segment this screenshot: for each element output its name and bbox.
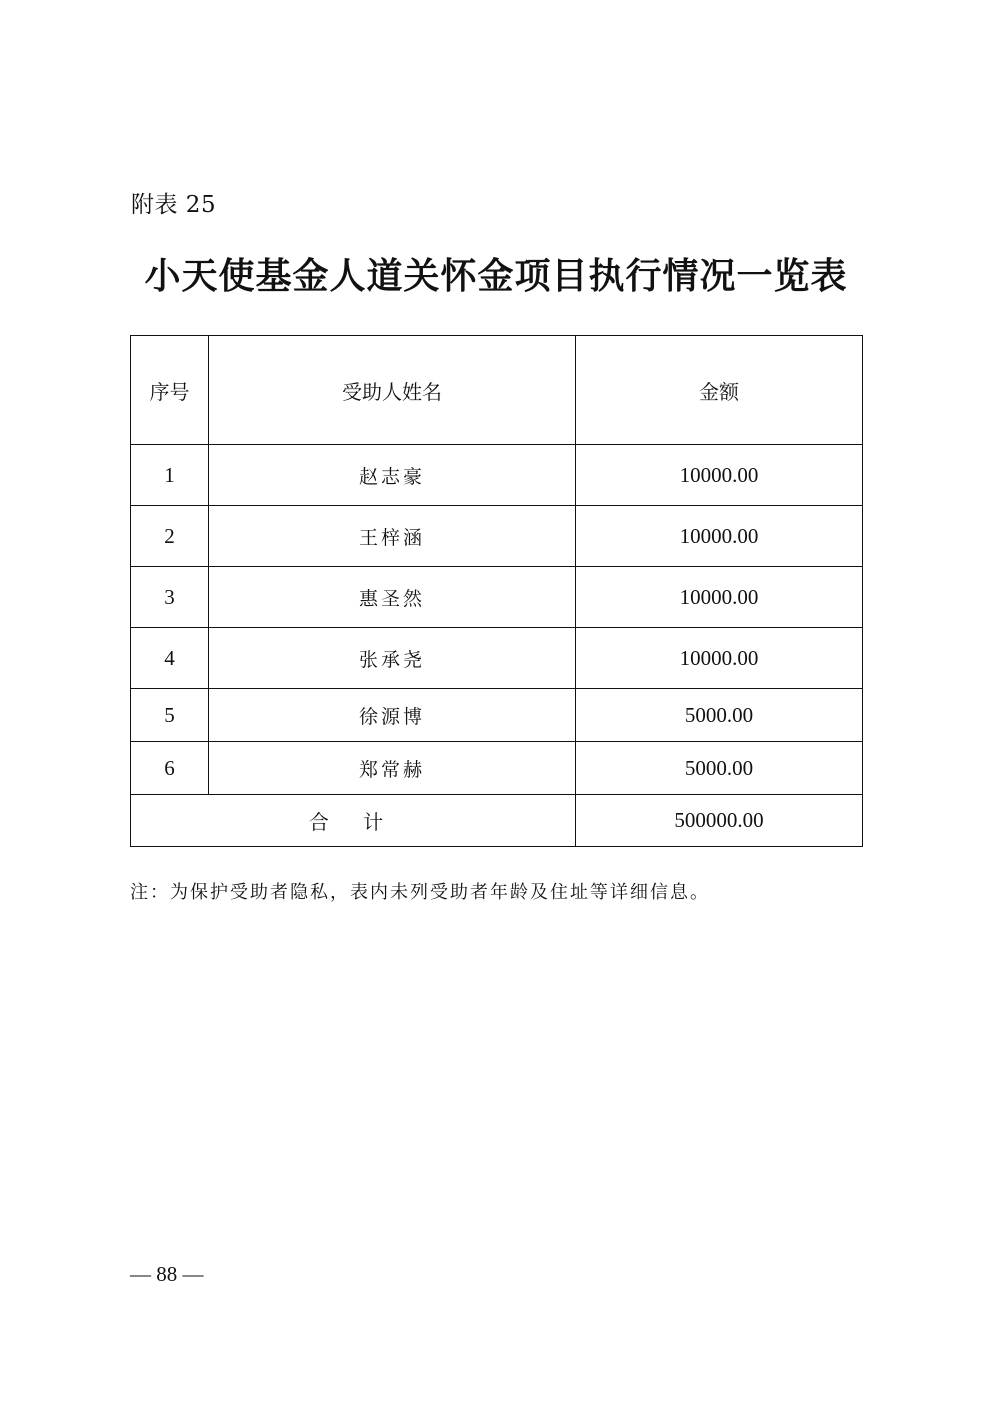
row-amount: 10000.00 xyxy=(576,628,863,689)
row-recipient-name: 王梓涵 xyxy=(209,506,576,567)
privacy-note: 注：为保护受助者隐私，表内未列受助者年龄及住址等详细信息。 xyxy=(130,882,710,903)
row-index: 6 xyxy=(131,742,209,795)
table-header-row xyxy=(131,336,863,445)
table-row xyxy=(131,742,863,795)
total-label: 合 计 xyxy=(131,795,576,847)
row-amount: 5000.00 xyxy=(576,742,863,795)
document-title: 小天使基金人道关怀金项目执行情况一览表 xyxy=(144,255,848,297)
row-amount: 5000.00 xyxy=(576,689,863,742)
row-recipient-name: 惠圣然 xyxy=(209,567,576,628)
header-amount: 金额 xyxy=(576,336,863,445)
table-row xyxy=(131,628,863,689)
row-recipient-name: 张承尧 xyxy=(209,628,576,689)
row-index: 2 xyxy=(131,506,209,567)
row-index: 3 xyxy=(131,567,209,628)
table-row xyxy=(131,445,863,506)
appendix-label: 附表 25 xyxy=(131,192,217,218)
row-recipient-name: 徐源博 xyxy=(209,689,576,742)
row-index: 4 xyxy=(131,628,209,689)
row-amount: 10000.00 xyxy=(576,506,863,567)
page-number: — 88 — xyxy=(130,1262,204,1286)
table-row xyxy=(131,567,863,628)
table-row xyxy=(131,689,863,742)
row-amount: 10000.00 xyxy=(576,567,863,628)
row-recipient-name: 赵志豪 xyxy=(209,445,576,506)
header-index: 序号 xyxy=(131,336,209,445)
row-index: 1 xyxy=(131,445,209,506)
table-row xyxy=(131,506,863,567)
row-index: 5 xyxy=(131,689,209,742)
header-recipient-name: 受助人姓名 xyxy=(209,336,576,445)
recipients-table xyxy=(130,335,863,847)
total-amount: 500000.00 xyxy=(576,795,863,847)
total-row xyxy=(131,795,863,847)
row-amount: 10000.00 xyxy=(576,445,863,506)
row-recipient-name: 郑常赫 xyxy=(209,742,576,795)
